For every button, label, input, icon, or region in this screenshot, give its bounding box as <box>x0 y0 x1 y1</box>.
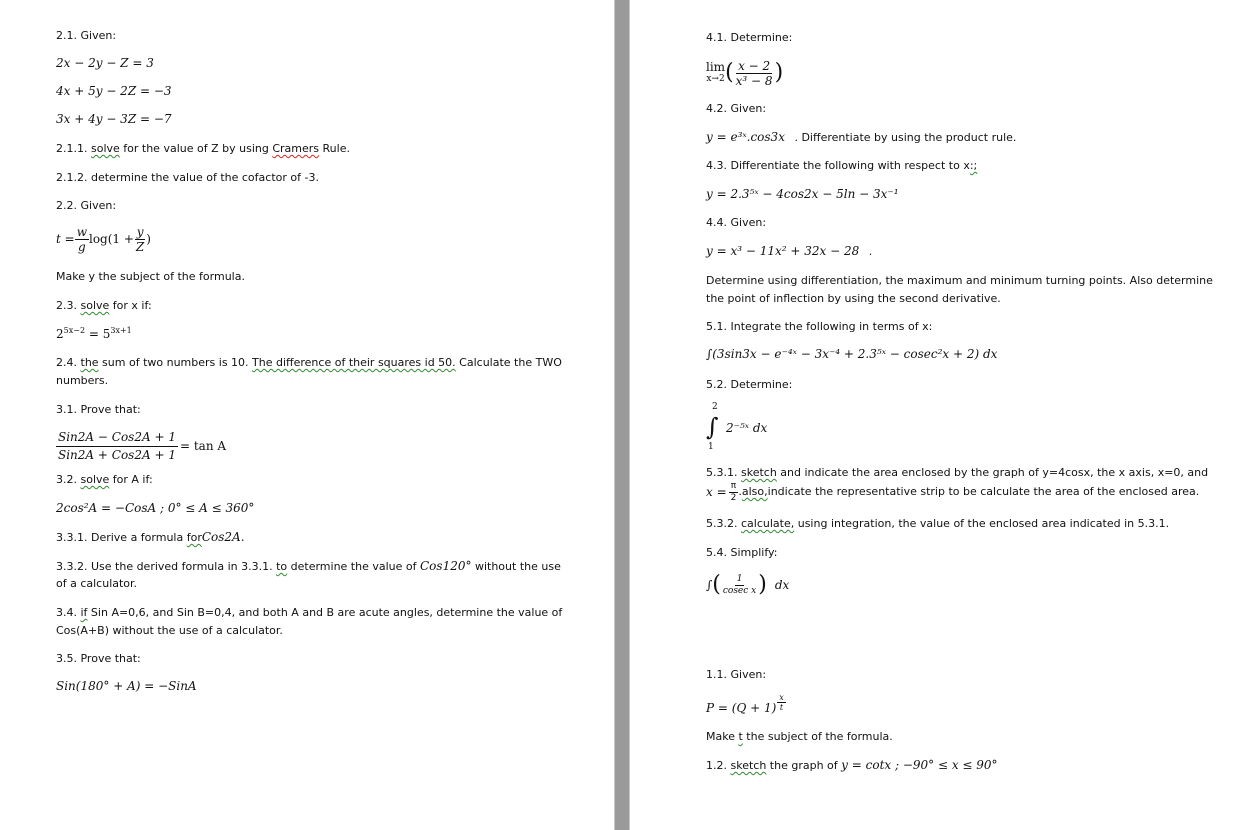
question-3-3-2-cont: of a calculator. <box>56 577 138 590</box>
question-4-4-heading: 4.4. Given: <box>706 216 767 229</box>
question-2-1-1: 2.1.1. solve for the value of Z by using Cramers Rule. <box>56 142 350 155</box>
equation-2-3: $2^{5x-2} = 5^{3x+1}$ <box>56 326 132 341</box>
question-5-4-heading: 5.4. Simplify: <box>706 546 778 559</box>
question-5-3-2: 5.3.2. calculate, using integration, the value of the enclosed area indicated in 5.3.1. <box>706 517 1170 530</box>
question-4-4-equation: y = x³ − 11x² + 32x − 28 . <box>706 244 873 258</box>
question-1-2: 1.2. sketch the graph of y = cotx ; −90° ≤ x ≤ 90° <box>706 758 998 772</box>
question-2-2-heading: 2.2. Given: <box>56 199 117 212</box>
question-3-4-cont: Cos(A+B) without the use of a calculator. <box>56 624 283 637</box>
question-5-3-1: 5.3.1. sketch and indicate the area enclosed by the graph of y=4cosx, the x axis, x=0, and <box>706 466 1209 479</box>
question-3-3-1: 3.3.1. Derive a formula forCos2A. <box>56 530 245 544</box>
equation-2-1-b: 4x + 5y − 2Z = −3 <box>56 84 172 98</box>
right-document-page <box>630 0 1236 830</box>
equation-4-3: y = 2.3⁵ˣ − 4cos2x − 5ln − 3x⁻¹ <box>706 187 899 201</box>
question-4-4-text-cont: the point of inflection by using the second derivative. <box>706 292 1001 305</box>
question-4-1-heading: 4.1. Determine: <box>706 31 793 44</box>
equation-1-1: P = (Q + 1) $\frac{x}{t}$ <box>706 692 784 715</box>
left-document-page <box>0 0 614 830</box>
spelling-mark: sketch <box>740 466 777 479</box>
spelling-mark: Cramers <box>272 142 320 155</box>
question-2-4-cont: numbers. <box>56 374 109 387</box>
equation-3-2: 2cos²A = −CosA ; 0° ≤ A ≤ 360° <box>56 501 255 515</box>
question-2-4: 2.4. the sum of two numbers is 10. The difference of their squares id 50. Calculate the TWO <box>56 356 562 369</box>
question-5-2-heading: 5.2. Determine: <box>706 378 793 391</box>
equation-2-1-a: 2x − 2y − Z = 3 <box>56 56 154 70</box>
question-4-3: 4.3. Differentiate the following with respect to x:; <box>706 159 978 172</box>
question-2-3: 2.3. solve for x if: <box>56 299 152 312</box>
grammar-mark: :; <box>969 159 978 172</box>
question-1-1-heading: 1.1. Given: <box>706 668 767 681</box>
question-2-1-heading: 2.1. Given: <box>56 29 117 42</box>
grammar-mark: The difference of their squares id 50. <box>252 356 456 369</box>
question-4-2: y = e³ˣ.cos3x . Differentiate by using the product rule. <box>706 130 1017 144</box>
spelling-mark: solve <box>80 299 110 312</box>
equation-3-1: $\frac{\text{Sin2A − Cos2A + 1}}{\text{Sin2A + Cos2A + 1}}$ = tan A <box>58 429 227 462</box>
question-2-2-text: Make y the subject of the formula. <box>56 270 245 283</box>
question-4-4-text: Determine using differentiation, the maximum and minimum turning points. Also determine <box>706 274 1213 287</box>
equation-4-1: lim x→2 ( $\frac{x - 2}{\text{x³ − 8}}$ ) <box>706 58 784 88</box>
question-3-3-2: 3.3.2. Use the derived formula in 3.3.1. to determine the value of Cos120° without the use <box>56 559 561 573</box>
spelling-mark: the <box>80 356 99 369</box>
equation-3-5: Sin(180° + A) = −SinA <box>56 679 197 693</box>
equation-2-2: t = $\frac{w}{g}$ log(1 + $\frac{y}{Z}$ ) <box>56 224 151 254</box>
equation-2-1-c: 3x + 4y − 3Z = −7 <box>56 112 172 126</box>
question-5-3-1-cont: x = $\frac{\pi}{2}$ . also, indicate the representative strip to be calculate the area of the enclosed area. <box>706 480 1200 503</box>
question-3-4: 3.4. if Sin A=0,6, and Sin B=0,4, and both A and B are acute angles, determine the value of <box>56 606 563 619</box>
equation-5-1: ∫(3sin3x − e⁻⁴ˣ − 3x⁻⁴ + 2.3⁵ˣ − cosec²x + 2) dx <box>706 347 998 361</box>
question-5-1-heading: 5.1. Integrate the following in terms of x: <box>706 320 933 333</box>
spelling-mark: solve <box>90 142 120 155</box>
question-3-5-heading: 3.5. Prove that: <box>56 652 141 665</box>
question-2-1-2: 2.1.2. determine the value of the cofactor of -3. <box>56 171 319 184</box>
equation-5-2: 2 ∫ 1 2⁻⁵ˣ dx <box>706 402 768 452</box>
page-gutter-divider <box>614 0 630 830</box>
spelling-mark: for <box>186 531 202 544</box>
equation-5-4: ∫ ( $\frac{1}{\text{cosec x}}$ ) dx <box>706 572 790 597</box>
spelling-mark: if <box>80 606 88 619</box>
spelling-mark: sketch <box>730 759 767 772</box>
spelling-mark: solve <box>80 473 110 486</box>
grammar-mark: t <box>738 730 743 743</box>
question-1-1-text: Make t the subject of the formula. <box>706 730 893 743</box>
grammar-mark: also, <box>741 485 768 498</box>
question-3-1-heading: 3.1. Prove that: <box>56 403 141 416</box>
spelling-mark: to <box>276 560 288 573</box>
question-3-2: 3.2. solve for A if: <box>56 473 153 486</box>
grammar-mark: calculate, <box>740 517 795 530</box>
question-4-2-heading: 4.2. Given: <box>706 102 767 115</box>
